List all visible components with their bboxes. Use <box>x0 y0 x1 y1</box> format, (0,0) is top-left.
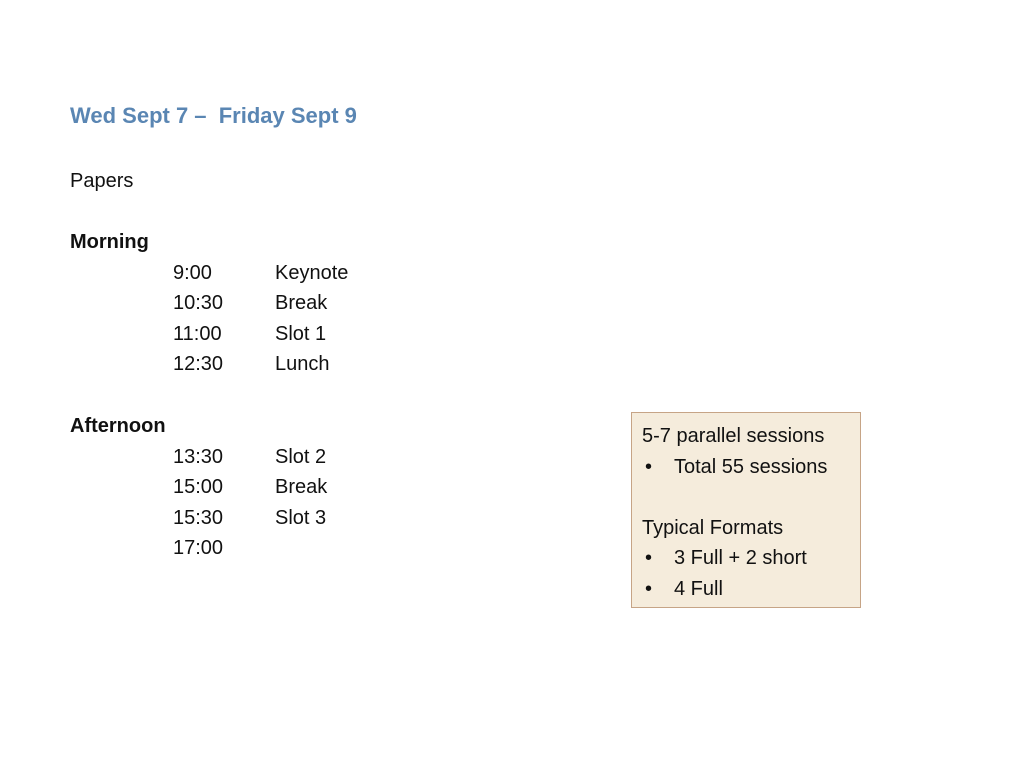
format-text-1: 3 Full + 2 short <box>674 547 807 570</box>
format-text-2: 4 Full <box>674 577 723 600</box>
morning-event-2: Break <box>275 292 328 314</box>
afternoon-heading: Afternoon <box>70 415 166 437</box>
morning-heading: Morning <box>70 231 149 253</box>
morning-event-1: Keynote <box>275 262 349 284</box>
bullet-glyph: • <box>645 547 653 570</box>
format-bullet-1 <box>642 543 850 574</box>
morning-time-1: 9:00 <box>173 262 212 284</box>
typical-formats-line: Typical Formats <box>642 516 784 539</box>
afternoon-event-3: Slot 3 <box>275 507 327 529</box>
afternoon-event-1: Slot 2 <box>275 446 327 468</box>
papers-label: Papers <box>70 170 134 192</box>
parallel-sessions-line: 5-7 parallel sessions <box>642 425 825 447</box>
afternoon-time-4: 17:00 <box>173 537 224 559</box>
afternoon-time-1: 13:30 <box>173 446 224 468</box>
session-notes-box <box>631 412 861 608</box>
afternoon-time-3: 15:30 <box>173 507 224 529</box>
total-sessions-text: Total 55 sessions <box>674 455 828 478</box>
schedule-title: Wed Sept 7 – Friday Sept 9 <box>70 103 357 128</box>
afternoon-event-2: Break <box>275 476 328 498</box>
morning-time-4: 12:30 <box>173 353 224 375</box>
bullet-glyph: • <box>645 455 653 478</box>
morning-event-3: Slot 1 <box>275 323 327 345</box>
format-bullet-2 <box>642 574 850 605</box>
spacer-row <box>642 482 850 513</box>
morning-event-4: Lunch <box>275 353 330 375</box>
afternoon-time-2: 15:00 <box>173 476 224 498</box>
total-sessions-bullet <box>642 452 850 483</box>
morning-time-2: 10:30 <box>173 292 224 314</box>
morning-time-3: 11:00 <box>173 323 222 345</box>
bullet-glyph: • <box>645 577 653 600</box>
